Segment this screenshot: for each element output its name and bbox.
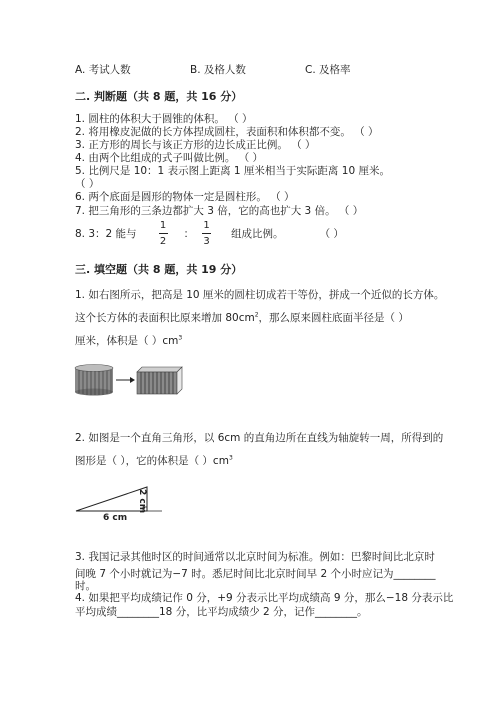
ratio-colon: ： bbox=[183, 228, 195, 240]
cuboid-shape bbox=[137, 367, 182, 394]
choice-c: C. 及格率 bbox=[305, 64, 351, 76]
judge-item-6: 6. 两个底面是圆形的物体一定是圆柱形。 （ ） bbox=[75, 191, 295, 203]
judge-item-5-bracket: （ ） bbox=[75, 178, 100, 190]
fill-q4-line2: 平均成绩________18 分，比平均成绩少 2 分，记作________。 bbox=[75, 606, 368, 618]
fill-q2-line2: 图形是（ ），它的体积是（ ）$cm^3$ bbox=[75, 454, 233, 467]
fill-q2-line1: 2. 如图是一个直角三角形，以 6cm 的直角边所在直线为轴旋转一周，所得到的 bbox=[75, 432, 444, 444]
arrow-right-icon bbox=[116, 377, 135, 383]
section3-title: 三. 填空题（共 8 题，共 19 分） bbox=[75, 263, 243, 276]
judge-item-8-bracket: （ ） bbox=[319, 228, 344, 240]
section2-title: 二. 判断题（共 8 题，共 16 分） bbox=[75, 90, 243, 103]
judge-item-2: 2. 将用橡皮泥做的长方体捏成圆柱，表面积和体积都不变。 （ ） bbox=[75, 126, 379, 138]
fill-q3-line2: 间晚 7 个小时就记为−7 时。悉尼时间比北京时间早 2 个小时应记为________ bbox=[75, 568, 436, 580]
fill-q1-line2: 这个长方体的表面积比原来增加 $80cm^2$，那么原来圆柱底面半径是（ ） bbox=[75, 311, 409, 324]
judge-item-3: 3. 正方形的周长与该正方形的边长成正比例。 （ ） bbox=[75, 139, 316, 151]
choice-a: A. 考试人数 bbox=[75, 64, 131, 76]
cylinder-cuboid-figure bbox=[74, 364, 184, 396]
judge-item-5: 5. 比例尺是 10：1 表示图上距离 1 厘米相当于实际距离 10 厘米。 bbox=[75, 165, 390, 177]
judge-item-8-suffix: 组成比例。 bbox=[231, 228, 284, 240]
fill-q4-line1: 4. 如果把平均成绩记作 0 分，+9 分表示比平均成绩高 9 分，那么−18 分表示比 bbox=[75, 592, 454, 604]
choice-b: B. 及格人数 bbox=[190, 64, 246, 76]
judge-item-7: 7. 把三角形的三条边都扩大 3 倍，它的高也扩大 3 倍。 （ ） bbox=[75, 205, 364, 217]
fill-q3-line1: 3. 我国记录其他时区的时间通常以北京时间为标准。例如：巴黎时间比北京时 bbox=[75, 551, 435, 563]
cylinder-shape bbox=[75, 365, 113, 396]
fill-q1-line3: 厘米，体积是（ ）$cm^3$ bbox=[75, 334, 183, 347]
fraction-one-half: $\frac{1}{2}$ bbox=[159, 220, 167, 247]
triangle-height-label: 2 cm bbox=[137, 489, 147, 514]
triangle-base-label: 6 cm bbox=[103, 513, 128, 523]
fill-q1-line1: 1. 如右图所示，把高是 10 厘米的圆柱切成若干等份，拼成一个近似的长方体。 bbox=[75, 289, 445, 301]
fraction-one-third: $\frac{1}{3}$ bbox=[203, 220, 210, 247]
judge-item-8 bbox=[75, 219, 344, 248]
judge-item-8-prefix: 8. 3：2 能与 bbox=[75, 228, 137, 240]
judge-item-1: 1. 圆柱的体积大于圆锥的体积。 （ ） bbox=[75, 113, 253, 125]
judge-item-4: 4. 由两个比组成的式子叫做比例。 （ ） bbox=[75, 152, 264, 164]
fill-q3-line3: 时。 bbox=[75, 580, 96, 592]
